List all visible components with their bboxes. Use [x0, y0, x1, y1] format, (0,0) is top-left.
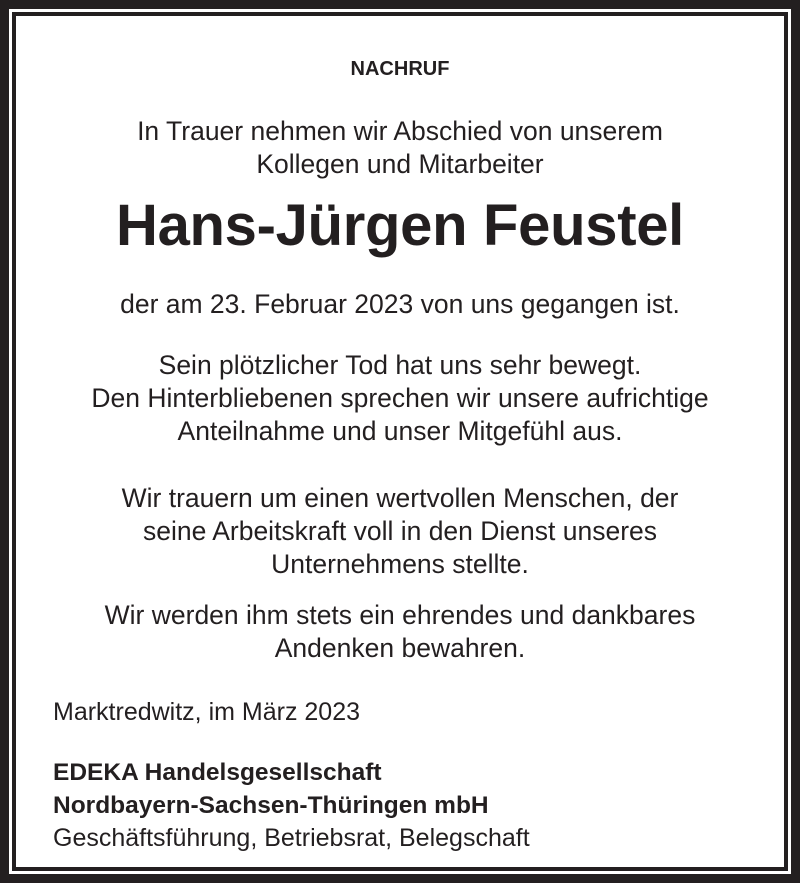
remembrance-paragraph: [0, 599, 800, 665]
paragraph-line: Wir trauern um einen wertvollen Menschen, der: [121, 483, 679, 513]
notice-heading: NACHRUF: [350, 58, 450, 80]
company-name-line2: Nordbayern-Sachsen-Thüringen mbH: [53, 792, 489, 819]
paragraph-line: Anteilnahme und unser Mitgefühl aus.: [177, 416, 623, 446]
date-line: der am 23. Februar 2023 von uns gegangen ist.: [120, 289, 680, 319]
place-date: Marktredwitz, im März 2023: [53, 698, 361, 726]
paragraph-line: Den Hinterbliebenen sprechen wir unsere aufrichtige: [91, 383, 709, 413]
intro-text: [0, 115, 800, 181]
signatories: Geschäftsführung, Betriebsrat, Belegschaft: [53, 824, 530, 852]
paragraph-line: seine Arbeitskraft voll in den Dienst unseres: [142, 516, 658, 546]
paragraph-line: Wir werden ihm stets ein ehrendes und dankbares: [104, 600, 696, 630]
paragraph-line: Andenken bewahren.: [274, 633, 526, 663]
company-name-line1: EDEKA Handelsgesellschaft: [53, 759, 382, 786]
signature-block: [53, 756, 530, 855]
paragraph-line: Unternehmens stellte.: [271, 549, 529, 579]
deceased-name: Hans-Jürgen Feustel: [116, 193, 684, 258]
paragraph-line: Sein plötzlicher Tod hat uns sehr bewegt.: [158, 350, 642, 380]
intro-line: In Trauer nehmen wir Abschied von unserem: [137, 116, 663, 146]
intro-line: Kollegen und Mitarbeiter: [256, 149, 544, 179]
tribute-paragraph: [0, 482, 800, 581]
condolence-paragraph: [0, 349, 800, 448]
